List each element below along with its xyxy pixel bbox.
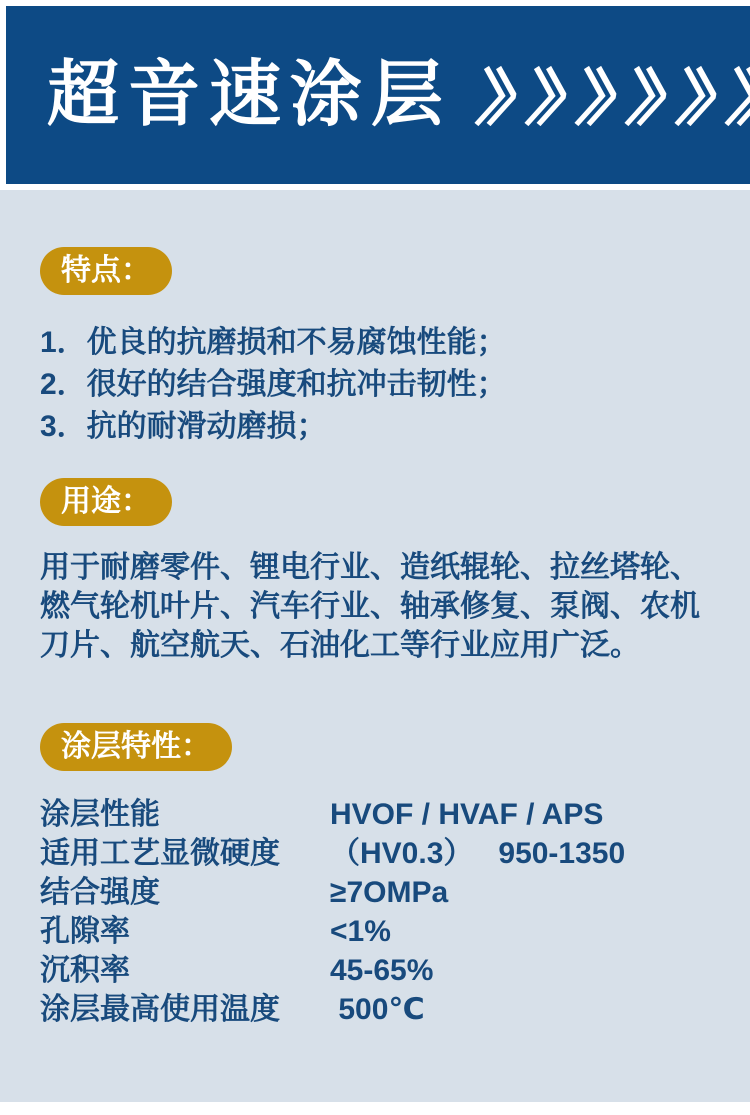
double-chevron-right-icon <box>522 64 571 128</box>
table-row <box>40 795 710 834</box>
row-value: <1% <box>330 915 391 948</box>
double-chevron-right-icon <box>572 64 621 128</box>
table-row <box>40 990 710 1029</box>
row-label: 涂层最高使用温度 <box>40 993 280 1026</box>
row-value: 45-65% <box>330 954 434 987</box>
table-row <box>40 912 710 951</box>
table-row <box>40 834 710 873</box>
features-list <box>40 322 710 448</box>
row-value: 500℃ <box>330 993 425 1026</box>
page-header <box>6 6 750 184</box>
section-badge-properties: 涂层特性： <box>40 723 232 771</box>
double-chevron-right-icon <box>672 64 721 128</box>
double-chevron-right-icon <box>622 64 671 128</box>
list-item: 3．抗的耐滑动磨损； <box>40 410 327 443</box>
double-chevron-right-icon <box>722 64 750 128</box>
page-title: 超音速涂层 <box>47 55 453 135</box>
properties-table <box>40 795 710 1029</box>
usage-paragraph: 用于耐磨零件、锂电行业、造纸辊轮、拉丝塔轮、燃气轮机叶片、汽车行业、轴承修复、泵阀、农机刀片、航空航天、石油化工等行业应用广泛。 <box>40 551 700 662</box>
chevron-decoration <box>478 64 750 128</box>
section-badge-features: 特点： <box>40 247 172 295</box>
row-label: 适用工艺显微硬度 <box>40 837 280 870</box>
table-row <box>40 873 710 912</box>
list-item: 1．优良的抗磨损和不易腐蚀性能； <box>40 326 507 359</box>
table-row <box>40 951 710 990</box>
row-label: 结合强度 <box>40 876 160 909</box>
list-item: 2．很好的结合强度和抗冲击韧性； <box>40 368 507 401</box>
section-badge-usage: 用途： <box>40 478 172 526</box>
content-panel <box>0 190 750 1102</box>
row-value: HVOF / HVAF / APS <box>330 798 604 831</box>
row-label: 沉积率 <box>40 954 130 987</box>
row-value: ≥7OMPa <box>330 876 449 909</box>
row-label: 孔隙率 <box>40 915 130 948</box>
row-label: 涂层性能 <box>40 798 160 831</box>
row-value: （HV0.3） 950-1350 <box>330 837 626 870</box>
double-chevron-right-icon <box>472 64 521 128</box>
